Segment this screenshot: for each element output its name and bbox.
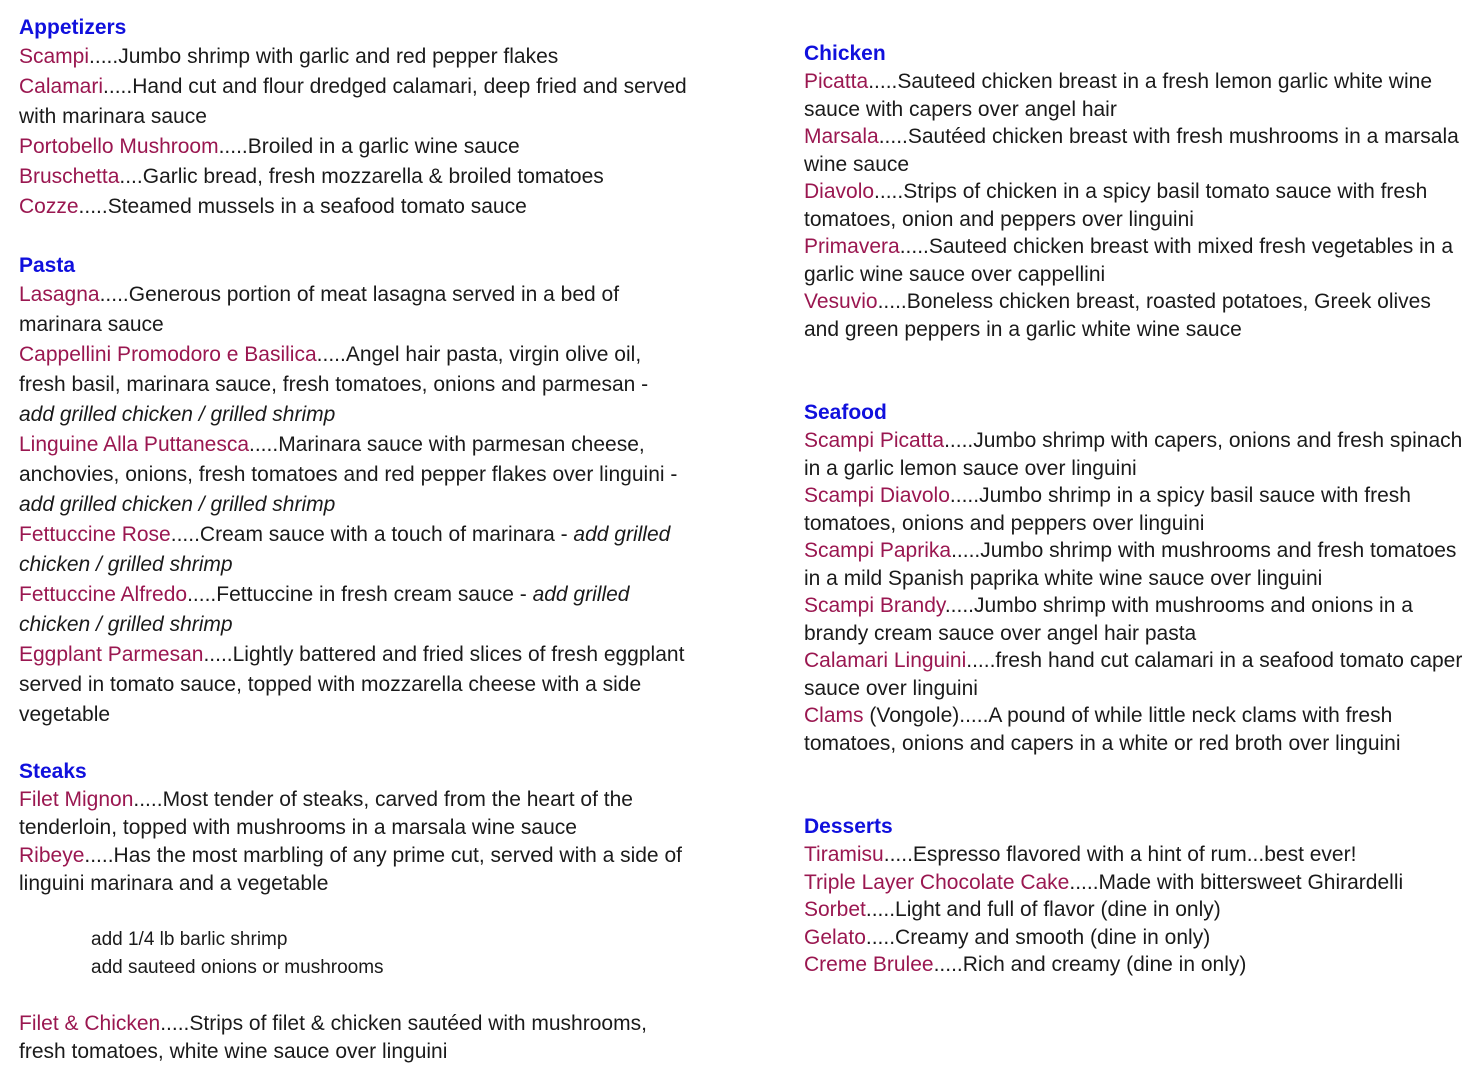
item-description: .....Jumbo shrimp with capers, onions and fresh spinach in a garlic lemon sauce over linguini <box>804 429 1463 480</box>
menu-item <box>19 280 689 340</box>
menu-item <box>804 896 1464 924</box>
menu-item <box>804 123 1464 178</box>
item-description: .....fresh hand cut calamari in a seafood tomato caper sauce over linguini <box>804 649 1463 700</box>
section-chicken <box>804 40 1464 343</box>
menu-item <box>804 68 1464 123</box>
menu-item <box>19 72 689 132</box>
item-name: Creme Brulee <box>804 953 934 976</box>
section-heading: Pasta <box>19 254 76 277</box>
item-description: .....Jumbo shrimp with garlic and red pepper flakes <box>89 45 559 68</box>
item-name: Scampi <box>19 45 90 68</box>
item-description: .....Jumbo shrimp with mushrooms and fresh tomatoes in a mild Spanish paprika white wine sauce over linguini <box>804 539 1457 590</box>
item-description: .....Sauteed chicken breast in a fresh lemon garlic white wine sauce with capers over angel hair <box>804 70 1432 121</box>
menu-item <box>804 233 1464 288</box>
item-name: Vesuvio <box>804 290 878 313</box>
menu-left-column <box>19 14 689 1066</box>
item-name: Gelato <box>804 925 866 949</box>
item-name: Tiramisu <box>804 843 884 866</box>
item-name: Cozze <box>19 195 79 218</box>
item-name: Sorbet <box>804 898 866 921</box>
item-name: Picatta <box>804 70 869 93</box>
item-name: Ribeye <box>19 844 85 867</box>
item-description: .....Lightly battered and fried slices of fresh eggplant served in tomato sauce, topped with mozzarella cheese with a side vegetable <box>19 643 685 726</box>
item-name: Filet & Chicken <box>19 1012 161 1035</box>
menu-item <box>804 178 1464 233</box>
menu-item <box>804 592 1464 647</box>
section-heading: Desserts <box>804 815 893 838</box>
item-description: .....Hand cut and flour dredged calamari, deep fried and served with marinara sauce <box>19 75 687 128</box>
section-heading: Appetizers <box>19 16 127 39</box>
item-name: Cappellini Promodoro e Basilica <box>19 343 317 366</box>
menu-item <box>804 537 1464 592</box>
section-steaks <box>19 758 689 1066</box>
item-description: ....Garlic bread, fresh mozzarella & broiled tomatoes <box>119 165 604 188</box>
item-description: .....Cream sauce with a touch of marinara - <box>170 523 574 546</box>
item-description: .....Angel hair pasta, virgin olive oil, fresh basil, marinara sauce, fresh tomatoes, onions and parmesan - <box>19 343 649 396</box>
item-description: .....Strips of filet & chicken sautéed with mushrooms, fresh tomatoes, white wine sauce over linguini <box>19 1012 647 1063</box>
item-description: .....Sautéed chicken breast with fresh mushrooms in a marsala wine sauce <box>804 125 1459 176</box>
item-description: .....Jumbo shrimp in a spicy basil sauce with fresh tomatoes, onions and peppers over linguini <box>804 484 1411 535</box>
item-description: .....Marinara sauce with parmesan cheese, anchovies, onions, fresh tomatoes and red pepper flakes over linguini - <box>19 433 678 486</box>
menu-item <box>19 430 689 520</box>
menu-item <box>19 786 689 842</box>
spacer <box>804 343 1464 399</box>
spacer <box>19 982 689 1010</box>
item-name: Bruschetta <box>19 165 120 188</box>
menu-item <box>804 869 1464 897</box>
menu-item <box>804 427 1464 482</box>
item-description: .....Fettuccine in fresh cream sauce - <box>187 583 533 606</box>
item-name: Scampi Diavolo <box>804 484 950 507</box>
item-name: Calamari Linguini <box>804 649 967 672</box>
section-pasta <box>19 252 689 730</box>
section-heading: Steaks <box>19 760 87 783</box>
menu-item <box>804 288 1464 343</box>
item-name: Scampi Brandy <box>804 594 945 617</box>
item-description: .....Sauteed chicken breast with mixed fresh vegetables in a garlic wine sauce over cappellini <box>804 235 1454 286</box>
item-addon-note: add grilled chicken / grilled shrimp <box>19 493 336 516</box>
item-name: Eggplant Parmesan <box>19 643 204 666</box>
section-desserts <box>804 813 1464 979</box>
menu-item <box>804 924 1464 952</box>
item-description: .....Generous portion of meat lasagna served in a bed of marinara sauce <box>19 283 620 336</box>
section-heading: Seafood <box>804 401 887 424</box>
item-description: .....Jumbo shrimp with mushrooms and onions in a brandy cream sauce over angel hair pasta <box>804 594 1413 645</box>
menu-item <box>19 162 689 192</box>
item-name: Filet Mignon <box>19 788 134 811</box>
section-seafood <box>804 399 1464 757</box>
item-description: .....Creamy and smooth (dine in only) <box>865 925 1211 949</box>
item-name: Lasagna <box>19 283 100 306</box>
menu-item <box>804 482 1464 537</box>
steak-addon: add sauteed onions or mushrooms <box>91 957 384 978</box>
item-name: Calamari <box>19 75 104 98</box>
spacer <box>19 898 689 926</box>
spacer <box>804 757 1464 813</box>
item-description: .....Light and full of flavor (dine in only) <box>865 898 1221 921</box>
item-description: .....Has the most marbling of any prime cut, served with a side of linguini marinara and a vegetable <box>19 844 682 895</box>
menu-item <box>19 520 689 580</box>
section-appetizers <box>19 14 689 222</box>
section-heading: Chicken <box>804 42 886 65</box>
item-description: .....Steamed mussels in a seafood tomato sauce <box>78 195 527 218</box>
spacer <box>19 730 689 758</box>
item-name: Marsala <box>804 125 879 148</box>
item-description: .....Made with bittersweet Ghirardelli <box>1069 870 1404 894</box>
item-addon-note: add grilled chicken / grilled shrimp <box>19 523 671 576</box>
steak-addon: add 1/4 lb barlic shrimp <box>91 929 288 950</box>
item-description: .....Broiled in a garlic wine sauce <box>218 135 520 158</box>
item-description: (Vongole).....A pound of while little neck clams with fresh tomatoes, onions and capers in a white or red broth over linguini <box>804 704 1401 755</box>
item-description: .....Rich and creamy (dine in only) <box>933 953 1247 976</box>
menu-item <box>19 42 689 72</box>
item-description: .....Strips of chicken in a spicy basil tomato sauce with fresh tomatoes, onion and peppers over linguini <box>804 180 1428 231</box>
item-name: Diavolo <box>804 180 875 203</box>
item-name: Fettuccine Alfredo <box>19 583 188 606</box>
item-name: Portobello Mushroom <box>19 135 219 158</box>
item-addon-note: add grilled chicken / grilled shrimp <box>19 583 630 636</box>
menu-item <box>804 951 1464 979</box>
item-description: .....Espresso flavored with a hint of rum...best ever! <box>883 843 1357 866</box>
item-name: Primavera <box>804 235 900 258</box>
item-name: Scampi Picatta <box>804 429 945 452</box>
menu-item <box>19 640 689 730</box>
menu-item <box>19 340 689 430</box>
menu-right-column <box>804 40 1464 979</box>
item-addon-note: add grilled chicken / grilled shrimp <box>19 403 336 426</box>
item-name: Scampi Paprika <box>804 539 952 562</box>
menu-item <box>804 702 1464 757</box>
item-name: Triple Layer Chocolate Cake <box>804 870 1070 894</box>
item-description: .....Most tender of steaks, carved from the heart of the tenderloin, topped with mushrooms in a marsala wine sauce <box>19 788 633 839</box>
menu-item <box>804 647 1464 702</box>
menu-item <box>19 842 689 898</box>
menu-item <box>804 841 1464 869</box>
item-name: Fettuccine Rose <box>19 523 171 546</box>
menu-item <box>19 580 689 640</box>
menu-item <box>19 132 689 162</box>
item-name: Clams <box>804 704 864 727</box>
menu-item <box>19 192 689 222</box>
item-name: Linguine Alla Puttanesca <box>19 433 250 456</box>
spacer <box>19 222 689 252</box>
item-description: .....Boneless chicken breast, roasted potatoes, Greek olives and green peppers in a garlic white wine sauce <box>804 290 1431 341</box>
menu-item <box>19 1010 689 1066</box>
